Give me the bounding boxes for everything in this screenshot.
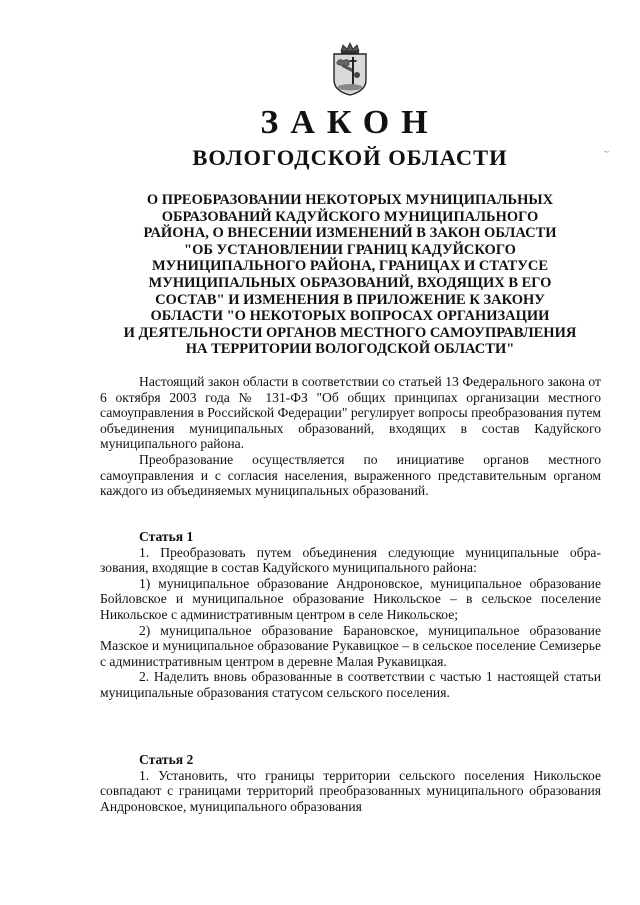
vologda-coat-of-arms-icon <box>329 42 371 96</box>
subject-line: МУНИЦИПАЛЬНОГО РАЙОНА, ГРАНИЦАХ И СТАТУСЕ <box>151 258 549 275</box>
subject-line: ОБРАЗОВАНИЙ КАДУЙСКОГО МУНИЦИПАЛЬНОГО <box>161 208 539 225</box>
article-paragraph: 1. Преобразовать путем объединения следующие муниципальные обра-зования, входящие в состав Кадуйского муниципального района: <box>100 544 601 576</box>
law-title: ЗАКОН <box>260 104 440 141</box>
article-paragraph: 1) муниципальное образование Андроновское, муниципальное образование Бойловское и муниципальное образование Никольское – в сельское поселение Никольское с административным центром в селе Никольское; <box>100 575 601 622</box>
subject-line: О ПРЕОБРАЗОВАНИИ НЕКОТОРЫХ МУНИЦИПАЛЬНЫХ <box>146 192 554 208</box>
article-heading: Статья 2 <box>139 752 194 767</box>
subject-line: НА ТЕРРИТОРИИ ВОЛОГОДСКОЙ ОБЛАСТИ" <box>185 341 515 358</box>
preamble <box>100 374 601 499</box>
preamble-paragraph: Настоящий закон области в соответствии со статьей 13 Федерального закона от 6 октября 2003 года № 131-ФЗ "Об общих принципах организации местного самоуправления в Российской Федерации" регулирует вопросы преобразования путем объединения муниципальных образований, входящих в состав Кадуйского муниципального района. <box>100 374 601 452</box>
subject-line: МУНИЦИПАЛЬНЫХ ОБРАЗОВАНИЙ, ВХОДЯЩИХ В ЕГО <box>148 274 552 291</box>
article-paragraph: 2. Наделить вновь образованные в соответствии с частью 1 настоящей статьи муниципальные образования статусом сельского поселения. <box>100 669 601 700</box>
preamble-paragraph: Преобразование осуществляется по инициативе органов местного самоуправления и с согласия населения, выраженного представительным органом каждого из объединяемых муниципальных образований. <box>100 451 601 499</box>
subject-line: РАЙОНА, О ВНЕСЕНИИ ИЗМЕНЕНИЙ В ЗАКОН ОБЛАСТИ <box>143 225 557 242</box>
subject-line: "ОБ УСТАНОВЛЕНИИ ГРАНИЦ КАДУЙСКОГО <box>184 241 516 258</box>
article-paragraph: 2) муниципальное образование Барановское, муниципальное образование Мазское и муниципальное образование Рукавицкое – в сельское поселение Семизерье с административным центром в деревне Малая Рукавицкая. <box>100 622 601 669</box>
article-2 <box>100 752 601 814</box>
subject-line: И ДЕЯТЕЛЬНОСТИ ОРГАНОВ МЕСТНОГО САМОУПРАВЛЕНИЯ <box>123 324 577 341</box>
margin-mark: ~ <box>604 147 609 157</box>
article-1 <box>100 529 601 701</box>
region-title: ВОЛОГОДСКОЙ ОБЛАСТИ <box>192 145 508 170</box>
article-paragraph: 1. Установить, что границы территории сельского поселения Никольское совпадают с границами территорий преобразованных муниципального образования Андроновское, муниципального образования <box>100 767 601 814</box>
subject-line: СОСТАВ" И ИЗМЕНЕНИЯ В ПРИЛОЖЕНИЕ К ЗАКОНУ <box>155 291 545 308</box>
subject-line: ОБЛАСТИ "О НЕКОТОРЫХ ВОПРОСАХ ОРГАНИЗАЦИИ <box>150 308 550 325</box>
article-heading: Статья 1 <box>139 529 194 544</box>
law-subject <box>100 192 600 358</box>
